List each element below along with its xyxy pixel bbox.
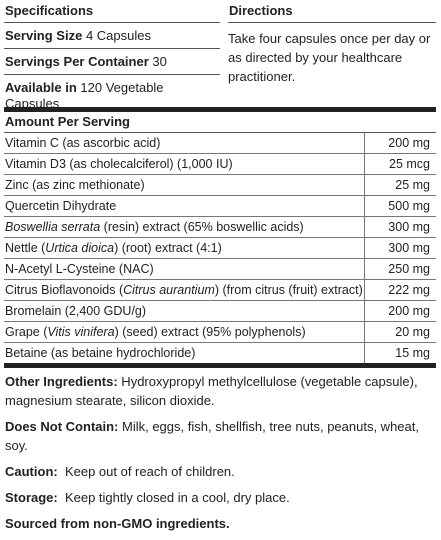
ingredient-name-part: Bromelain (2,400 GDU/g) <box>5 304 147 318</box>
ingredient-name-part: Citrus aurantium <box>123 283 215 297</box>
ingredient-name-part: (resin) extract (65% boswellic acids) <box>100 220 304 234</box>
supplement-label <box>4 0 436 540</box>
ingredient-name-part: Betaine (as betaine hydrochloride) <box>5 346 196 360</box>
amount-per-serving-heading: Amount Per Serving <box>4 112 436 133</box>
ingredient-amount: 20 mg <box>364 322 436 343</box>
directions-heading: Directions <box>228 0 436 23</box>
servings-per-container-value: 30 <box>152 54 167 69</box>
ingredient-name-part: ) (seed) extract (95% polyphenols) <box>114 325 306 339</box>
caution-text: Keep out of reach of children. <box>57 464 235 479</box>
ingredient-name-part: Vitamin D3 (as cholecalciferol) (1,000 IU) <box>5 157 233 171</box>
serving-size-value: 4 Capsules <box>85 28 151 43</box>
serving-size-row <box>4 23 220 49</box>
ingredient-amount: 200 mg <box>364 133 436 154</box>
servings-per-container-row <box>4 49 220 75</box>
caution <box>5 462 436 481</box>
ingredient-row <box>4 238 436 259</box>
ingredient-name <box>4 217 364 238</box>
top-section <box>4 0 436 111</box>
serving-size-label: Serving Size <box>5 28 83 43</box>
ingredient-amount: 25 mg <box>364 175 436 196</box>
ingredient-row <box>4 322 436 343</box>
available-in-value: 120 Vegetable Capsules <box>5 80 164 111</box>
ingredient-name <box>4 280 364 301</box>
ingredient-name <box>4 259 364 280</box>
ingredient-amount: 25 mcg <box>364 154 436 175</box>
ingredient-name-part: Quercetin Dihydrate <box>5 199 117 213</box>
ingredient-row <box>4 259 436 280</box>
ingredient-row <box>4 301 436 322</box>
ingredient-name-part: Zinc (as zinc methionate) <box>5 178 145 192</box>
ingredient-row <box>4 154 436 175</box>
other-ingredients-label: Other Ingredients: <box>5 374 118 389</box>
storage <box>5 488 436 507</box>
ingredient-name-part: Vitis vinifera <box>47 325 115 339</box>
does-not-contain-text: Milk, eggs, fish, shellfish, tree nuts, peanuts, wheat, soy. <box>5 419 419 453</box>
storage-label: Storage: <box>5 490 58 505</box>
ingredient-amount: 300 mg <box>364 217 436 238</box>
ingredient-name-part: Vitamin C (as ascorbic acid) <box>5 136 161 150</box>
ingredient-name <box>4 133 364 154</box>
ingredient-amount: 222 mg <box>364 280 436 301</box>
ingredient-amount: 15 mg <box>395 346 430 360</box>
ingredient-name <box>4 175 364 196</box>
ingredient-name <box>4 196 364 217</box>
directions-text: Take four capsules once per day or as directed by your healthcare practitioner. <box>228 31 431 84</box>
ingredient-name-part: Nettle ( <box>5 241 46 255</box>
servings-per-container-label: Servings Per Container <box>5 54 149 69</box>
ingredient-row <box>4 133 436 154</box>
ingredient-row <box>4 175 436 196</box>
ingredient-row <box>4 217 436 238</box>
storage-text: Keep tightly closed in a cool, dry place. <box>57 490 290 505</box>
other-ingredients-text: Hydroxypropyl methylcellulose (vegetable capsule), magnesium stearate, silicon dioxide. <box>5 374 418 408</box>
ingredient-name <box>4 154 364 175</box>
ingredient-amount: 500 mg <box>364 196 436 217</box>
caution-label: Caution: <box>5 464 58 479</box>
ingredient-name-part: Boswellia serrata <box>5 220 101 234</box>
ingredient-name-part: ) (from citrus (fruit) extract) <box>214 283 363 297</box>
ingredient-name-part: Urtica dioica <box>45 241 115 255</box>
available-in-label: Available in <box>5 80 77 95</box>
ingredient-amount: 200 mg <box>364 301 436 322</box>
other-ingredients <box>5 372 436 410</box>
does-not-contain-label: Does Not Contain: <box>5 419 119 434</box>
notes-section <box>4 368 436 533</box>
ingredient-name <box>4 343 364 364</box>
ingredient-name-part: Citrus Bioflavonoids ( <box>5 283 124 297</box>
ingredient-name <box>4 301 364 322</box>
ingredient-row <box>4 280 436 301</box>
specifications-heading: Specifications <box>4 0 220 23</box>
ingredient-amount: 250 mg <box>364 259 436 280</box>
ingredient-row <box>4 196 436 217</box>
ingredient-name-part: N-Acetyl L-Cysteine (NAC) <box>5 262 154 276</box>
ingredient-amount: 300 mg <box>364 238 436 259</box>
sourced-statement <box>5 514 436 533</box>
available-in-row <box>4 75 220 116</box>
ingredients-table <box>4 133 436 363</box>
directions-panel <box>228 0 436 86</box>
ingredient-name <box>4 238 364 259</box>
does-not-contain <box>5 417 436 455</box>
specifications-panel <box>4 0 220 116</box>
ingredient-name-part: Grape ( <box>5 325 48 339</box>
sourced-text: Sourced from non-GMO ingredients. <box>5 516 230 531</box>
ingredient-row <box>4 343 436 364</box>
ingredient-name-part: ) (root) extract (4:1) <box>114 241 222 255</box>
ingredient-name <box>4 322 364 343</box>
